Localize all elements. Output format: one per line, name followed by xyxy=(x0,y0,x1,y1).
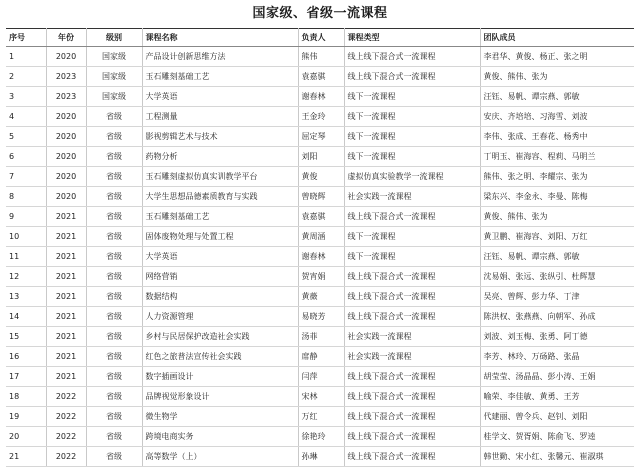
cell-index: 6 xyxy=(6,147,46,167)
cell-team: 喻荣、李佳敏、黄勇、王芳 xyxy=(480,387,634,407)
cell-course-type: 线上线下混合式一流课程 xyxy=(344,47,480,67)
table-row xyxy=(6,347,634,367)
cell-index: 9 xyxy=(6,207,46,227)
cell-course-name: 玉石雕刻虚拟仿真实训教学平台 xyxy=(142,167,298,187)
cell-team: 桂学文、贺胥娟、陈俞飞、罗逵 xyxy=(480,427,634,447)
cell-lead: 谢春林 xyxy=(298,87,344,107)
cell-year: 2022 xyxy=(46,447,86,467)
cell-team: 代建丽、曾令兵、赵钊、刘阳 xyxy=(480,407,634,427)
table-row xyxy=(6,227,634,247)
cell-team: 李芳、林玲、万砀路、张晶 xyxy=(480,347,634,367)
cell-level: 省级 xyxy=(86,127,142,147)
cell-course-name: 玉石雕刻基础工艺 xyxy=(142,67,298,87)
cell-lead: 黄薇 xyxy=(298,287,344,307)
cell-year: 2021 xyxy=(46,247,86,267)
cell-index: 12 xyxy=(6,267,46,287)
cell-level: 省级 xyxy=(86,427,142,447)
table-row xyxy=(6,147,634,167)
cell-team: 李伟、张成、王春花、杨秀中 xyxy=(480,127,634,147)
cell-year: 2021 xyxy=(46,287,86,307)
cell-course-name: 药物分析 xyxy=(142,147,298,167)
cell-year: 2022 xyxy=(46,427,86,447)
cell-course-type: 线上线下混合式一流课程 xyxy=(344,367,480,387)
cell-course-type: 线下一流课程 xyxy=(344,107,480,127)
cell-index: 21 xyxy=(6,447,46,467)
cell-course-name: 数据结构 xyxy=(142,287,298,307)
cell-team: 刘波、刘玉梅、张勇、阿丁德 xyxy=(480,327,634,347)
cell-lead: 熊伟 xyxy=(298,47,344,67)
cell-year: 2021 xyxy=(46,207,86,227)
cell-course-type: 线下一流课程 xyxy=(344,227,480,247)
cell-team: 汪钰、易帆、谭宗燕、郭敏 xyxy=(480,87,634,107)
table-row xyxy=(6,267,634,287)
cell-course-name: 高等数学（上） xyxy=(142,447,298,467)
table-row xyxy=(6,407,634,427)
cell-level: 省级 xyxy=(86,267,142,287)
cell-index: 3 xyxy=(6,87,46,107)
cell-year: 2021 xyxy=(46,367,86,387)
cell-lead: 袁嘉骐 xyxy=(298,207,344,227)
cell-index: 7 xyxy=(6,167,46,187)
cell-index: 13 xyxy=(6,287,46,307)
table-row xyxy=(6,427,634,447)
cell-course-type: 线上线下混合式一流课程 xyxy=(344,67,480,87)
cell-level: 国家级 xyxy=(86,87,142,107)
cell-level: 省级 xyxy=(86,387,142,407)
cell-course-name: 影视剪辑艺术与技术 xyxy=(142,127,298,147)
page-title: 国家级、省级一流课程 xyxy=(252,6,388,21)
table-row xyxy=(6,287,634,307)
cell-level: 省级 xyxy=(86,307,142,327)
cell-course-type: 线上线下混合式一流课程 xyxy=(344,387,480,407)
courses-table xyxy=(6,28,634,467)
cell-course-name: 大学生思想品德素质教育与实践 xyxy=(142,187,298,207)
cell-year: 2020 xyxy=(46,47,86,67)
cell-lead: 徐艳玲 xyxy=(298,427,344,447)
cell-lead: 袁嘉骐 xyxy=(298,67,344,87)
cell-level: 省级 xyxy=(86,207,142,227)
header-team: 团队成员 xyxy=(480,29,634,47)
cell-lead: 易晓芳 xyxy=(298,307,344,327)
cell-team: 熊伟、张之明、李耀宗、张为 xyxy=(480,167,634,187)
cell-year: 2020 xyxy=(46,147,86,167)
table-row xyxy=(6,87,634,107)
cell-course-name: 数字插画设计 xyxy=(142,367,298,387)
cell-year: 2021 xyxy=(46,307,86,327)
header-course-type: 课程类型 xyxy=(344,29,480,47)
cell-index: 8 xyxy=(6,187,46,207)
cell-lead: 闫萍 xyxy=(298,367,344,387)
table-row xyxy=(6,47,634,67)
table-row xyxy=(6,187,634,207)
cell-index: 14 xyxy=(6,307,46,327)
cell-index: 1 xyxy=(6,47,46,67)
cell-year: 2021 xyxy=(46,327,86,347)
cell-level: 省级 xyxy=(86,247,142,267)
cell-lead: 谢春林 xyxy=(298,247,344,267)
cell-level: 省级 xyxy=(86,187,142,207)
header-level: 级别 xyxy=(86,29,142,47)
cell-level: 省级 xyxy=(86,107,142,127)
cell-level: 国家级 xyxy=(86,47,142,67)
cell-team: 吴亮、曾辉、彭力华、丁津 xyxy=(480,287,634,307)
cell-year: 2021 xyxy=(46,347,86,367)
cell-year: 2020 xyxy=(46,167,86,187)
header-year: 年份 xyxy=(46,29,86,47)
cell-team: 梁东兴、李金永、李曼、陈梅 xyxy=(480,187,634,207)
cell-course-name: 工程测量 xyxy=(142,107,298,127)
cell-lead: 王金玲 xyxy=(298,107,344,127)
cell-course-type: 线上线下混合式一流课程 xyxy=(344,267,480,287)
header-index: 序号 xyxy=(6,29,46,47)
cell-index: 5 xyxy=(6,127,46,147)
cell-course-name: 微生物学 xyxy=(142,407,298,427)
cell-level: 省级 xyxy=(86,167,142,187)
cell-level: 省级 xyxy=(86,227,142,247)
cell-index: 16 xyxy=(6,347,46,367)
cell-level: 省级 xyxy=(86,287,142,307)
cell-course-type: 线下一流课程 xyxy=(344,87,480,107)
table-row xyxy=(6,67,634,87)
cell-index: 11 xyxy=(6,247,46,267)
cell-course-name: 大学英语 xyxy=(142,87,298,107)
cell-year: 2022 xyxy=(46,387,86,407)
header-lead: 负责人 xyxy=(298,29,344,47)
cell-year: 2021 xyxy=(46,227,86,247)
cell-course-name: 大学英语 xyxy=(142,247,298,267)
cell-index: 15 xyxy=(6,327,46,347)
cell-year: 2020 xyxy=(46,107,86,127)
cell-course-type: 线下一流课程 xyxy=(344,147,480,167)
cell-year: 2022 xyxy=(46,407,86,427)
cell-lead: 黄俊 xyxy=(298,167,344,187)
table-row xyxy=(6,307,634,327)
table-row xyxy=(6,107,634,127)
header-course-name: 课程名称 xyxy=(142,29,298,47)
cell-level: 省级 xyxy=(86,447,142,467)
cell-team: 黄俊、熊伟、张为 xyxy=(480,207,634,227)
cell-team: 安庆、齐培培、习海雪、刘波 xyxy=(480,107,634,127)
cell-lead: 汤菲 xyxy=(298,327,344,347)
cell-team: 汪钰、易帆、谭宗燕、郭敏 xyxy=(480,247,634,267)
cell-course-name: 网络营销 xyxy=(142,267,298,287)
cell-index: 20 xyxy=(6,427,46,447)
cell-year: 2020 xyxy=(46,127,86,147)
cell-year: 2021 xyxy=(46,267,86,287)
cell-course-type: 线上线下混合式一流课程 xyxy=(344,447,480,467)
cell-index: 19 xyxy=(6,407,46,427)
cell-level: 省级 xyxy=(86,367,142,387)
cell-level: 国家级 xyxy=(86,67,142,87)
cell-index: 10 xyxy=(6,227,46,247)
cell-team: 李君华、黄俊、杨正、张之明 xyxy=(480,47,634,67)
cell-lead: 屈定琴 xyxy=(298,127,344,147)
cell-course-type: 虚拟仿真实验教学一流课程 xyxy=(344,167,480,187)
cell-course-name: 玉石雕刻基础工艺 xyxy=(142,207,298,227)
cell-index: 18 xyxy=(6,387,46,407)
cell-course-name: 跨境电商实务 xyxy=(142,427,298,447)
table-row xyxy=(6,247,634,267)
cell-team: 黄卫鹏、崔海容、刘阳、万红 xyxy=(480,227,634,247)
cell-team: 胡莹莹、汤晶晶、彭小涛、王娟 xyxy=(480,367,634,387)
cell-level: 省级 xyxy=(86,347,142,367)
cell-level: 省级 xyxy=(86,327,142,347)
table-row xyxy=(6,387,634,407)
cell-course-type: 线上线下混合式一流课程 xyxy=(344,207,480,227)
cell-course-name: 红色之旅普法宣传社会实践 xyxy=(142,347,298,367)
cell-course-type: 线上线下混合式一流课程 xyxy=(344,287,480,307)
cell-level: 省级 xyxy=(86,407,142,427)
cell-index: 17 xyxy=(6,367,46,387)
cell-team: 丁明玉、崔海容、程莉、马明兰 xyxy=(480,147,634,167)
cell-level: 省级 xyxy=(86,147,142,167)
cell-course-name: 产品设计创新思维方法 xyxy=(142,47,298,67)
cell-year: 2020 xyxy=(46,187,86,207)
cell-lead: 席静 xyxy=(298,347,344,367)
cell-course-name: 乡村与民居保护改造社会实践 xyxy=(142,327,298,347)
cell-lead: 贺宵娟 xyxy=(298,267,344,287)
cell-course-type: 线上线下混合式一流课程 xyxy=(344,307,480,327)
cell-year: 2023 xyxy=(46,67,86,87)
cell-team: 陈洪权、张燕燕、向朝军、孙成 xyxy=(480,307,634,327)
cell-team: 黄俊、熊伟、张为 xyxy=(480,67,634,87)
cell-course-type: 社会实践一流课程 xyxy=(344,347,480,367)
cell-course-type: 线上线下混合式一流课程 xyxy=(344,427,480,447)
cell-lead: 万红 xyxy=(298,407,344,427)
table-header-row xyxy=(6,29,634,47)
table-row xyxy=(6,327,634,347)
cell-index: 4 xyxy=(6,107,46,127)
table-row xyxy=(6,207,634,227)
cell-year: 2023 xyxy=(46,87,86,107)
cell-course-type: 线下一流课程 xyxy=(344,127,480,147)
cell-lead: 宋林 xyxy=(298,387,344,407)
cell-course-type: 社会实践一流课程 xyxy=(344,187,480,207)
table-row xyxy=(6,127,634,147)
cell-course-name: 品牌视觉形象设计 xyxy=(142,387,298,407)
cell-lead: 曾晓辉 xyxy=(298,187,344,207)
cell-course-name: 固体废物处理与处置工程 xyxy=(142,227,298,247)
cell-course-type: 线上线下混合式一流课程 xyxy=(344,407,480,427)
cell-lead: 孙琳 xyxy=(298,447,344,467)
cell-course-name: 人力资源管理 xyxy=(142,307,298,327)
table-row xyxy=(6,447,634,467)
cell-lead: 刘阳 xyxy=(298,147,344,167)
cell-course-type: 社会实践一流课程 xyxy=(344,327,480,347)
cell-team: 沈易娟、张远、张纵引、杜辉慧 xyxy=(480,267,634,287)
table-row xyxy=(6,367,634,387)
table-row xyxy=(6,167,634,187)
cell-team: 韩世勤、宋小红、张馨元、崔淑琪 xyxy=(480,447,634,467)
cell-lead: 黄周涵 xyxy=(298,227,344,247)
cell-course-type: 线下一流课程 xyxy=(344,247,480,267)
cell-index: 2 xyxy=(6,67,46,87)
